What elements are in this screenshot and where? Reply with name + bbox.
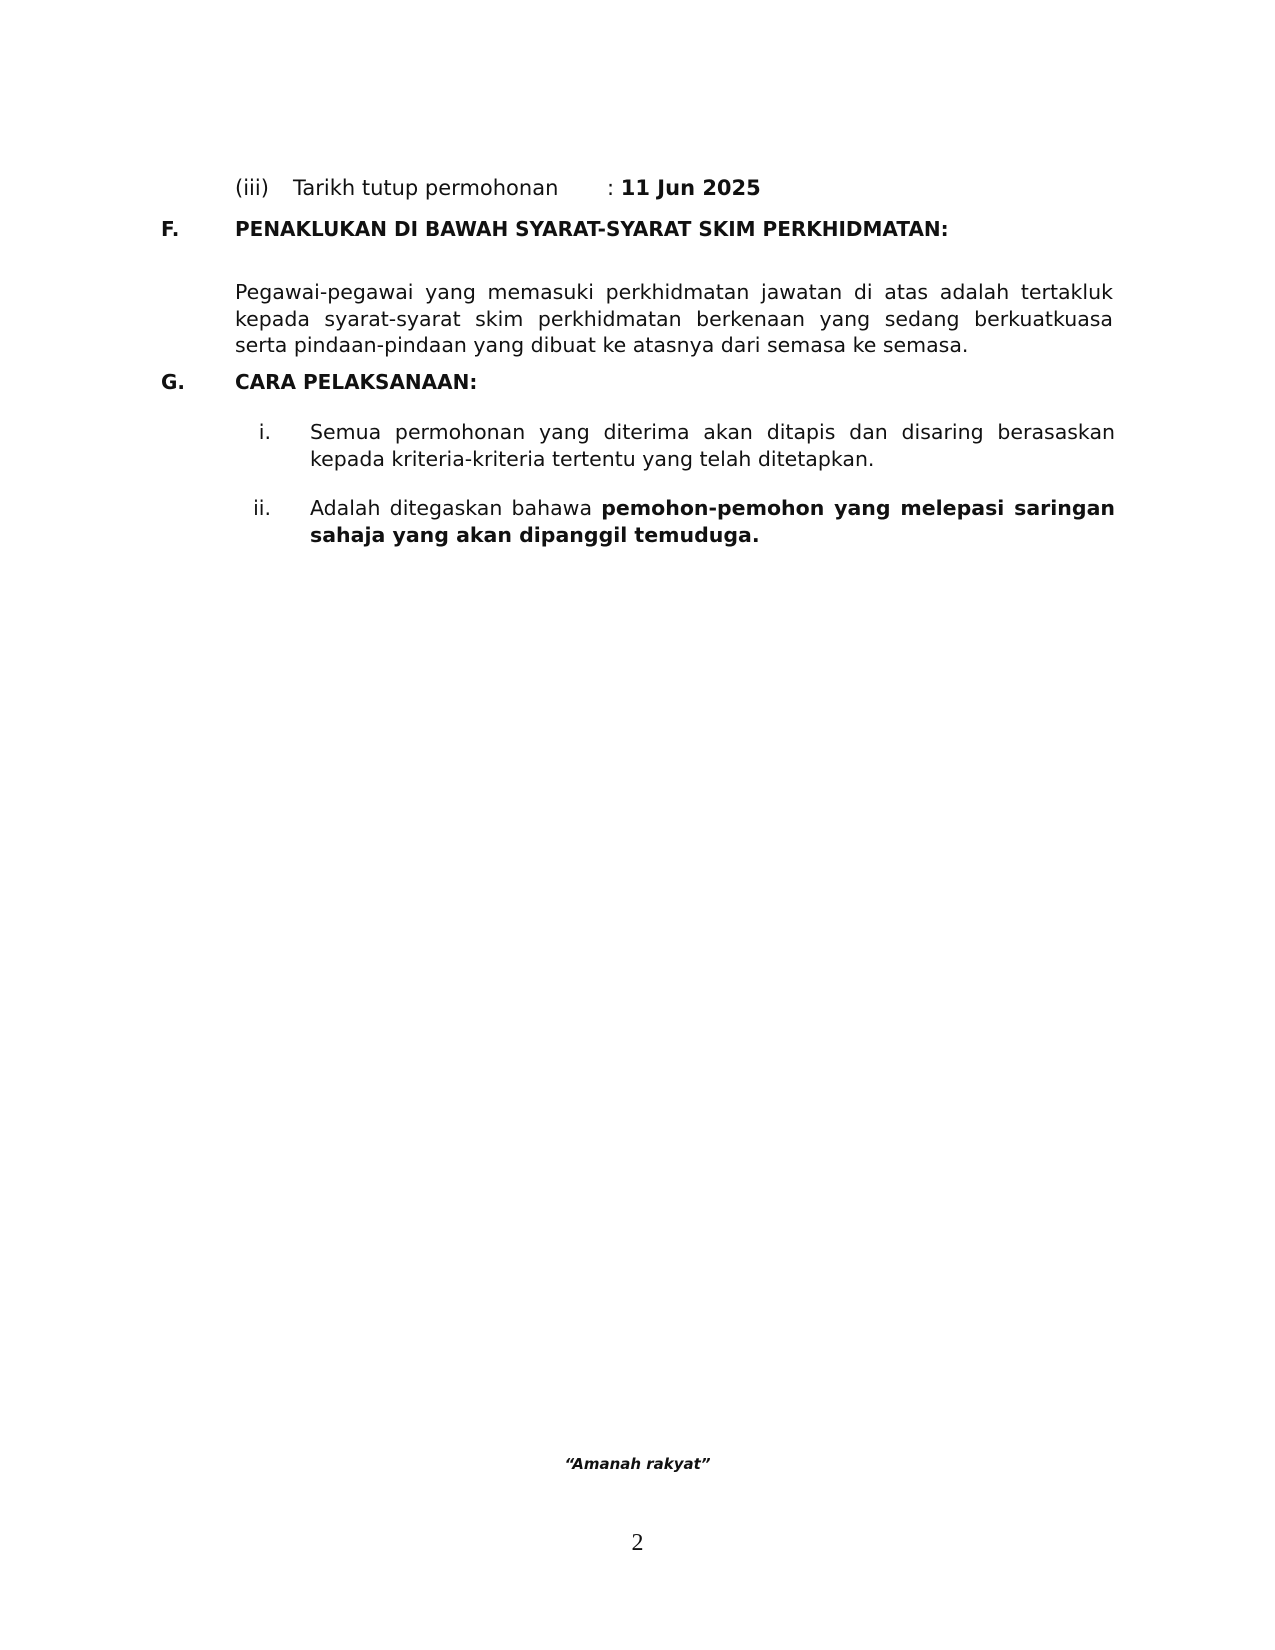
section-g-letter: G. [161,370,186,394]
section-f-letter: F. [161,217,180,241]
list-item-marker: ii. [253,496,271,520]
list-item-text-bold: pemohon-pemohon yang melepasi saringan sahaja yang akan dipanggil temuduga [310,496,1115,547]
closing-date-row [235,176,761,200]
section-f-title: PENAKLUKAN DI BAWAH SYARAT-SYARAT SKIM PERKHIDMATAN: [235,217,949,241]
closing-date-value: 11 Jun 2025 [620,176,761,200]
list-item-marker: i. [258,420,271,444]
closing-date-separator: : [607,176,615,200]
footer-motto: “Amanah rakyat” [564,1455,711,1473]
section-f-heading [161,217,949,241]
list-item-text: Semua permohonan yang diterima akan ditapis dan disaring berasaskan kepada kriteria-kriteria tertentu yang telah ditetapkan. [310,420,1115,471]
section-g-heading [161,370,477,394]
section-f-paragraph: Pegawai-pegawai yang memasuki perkhidmatan jawatan di atas adalah tertakluk kepada syarat-syarat skim perkhidmatan berkenaan yang sedang berkuatkuasa serta pindaan-pindaan yang dibuat ke atasnya dari semasa ke semasa. [235,280,1113,357]
closing-date-number: (iii) [235,176,269,200]
section-g-title: CARA PELAKSANAAN: [235,370,478,394]
closing-date-label: Tarikh tutup permohonan [293,176,559,200]
list-item-text-plain: Adalah ditegaskan bahawa [310,496,602,520]
page-number: 2 [631,1530,644,1556]
list-item-text [310,495,1115,548]
list-item-text-end: . [751,522,760,547]
